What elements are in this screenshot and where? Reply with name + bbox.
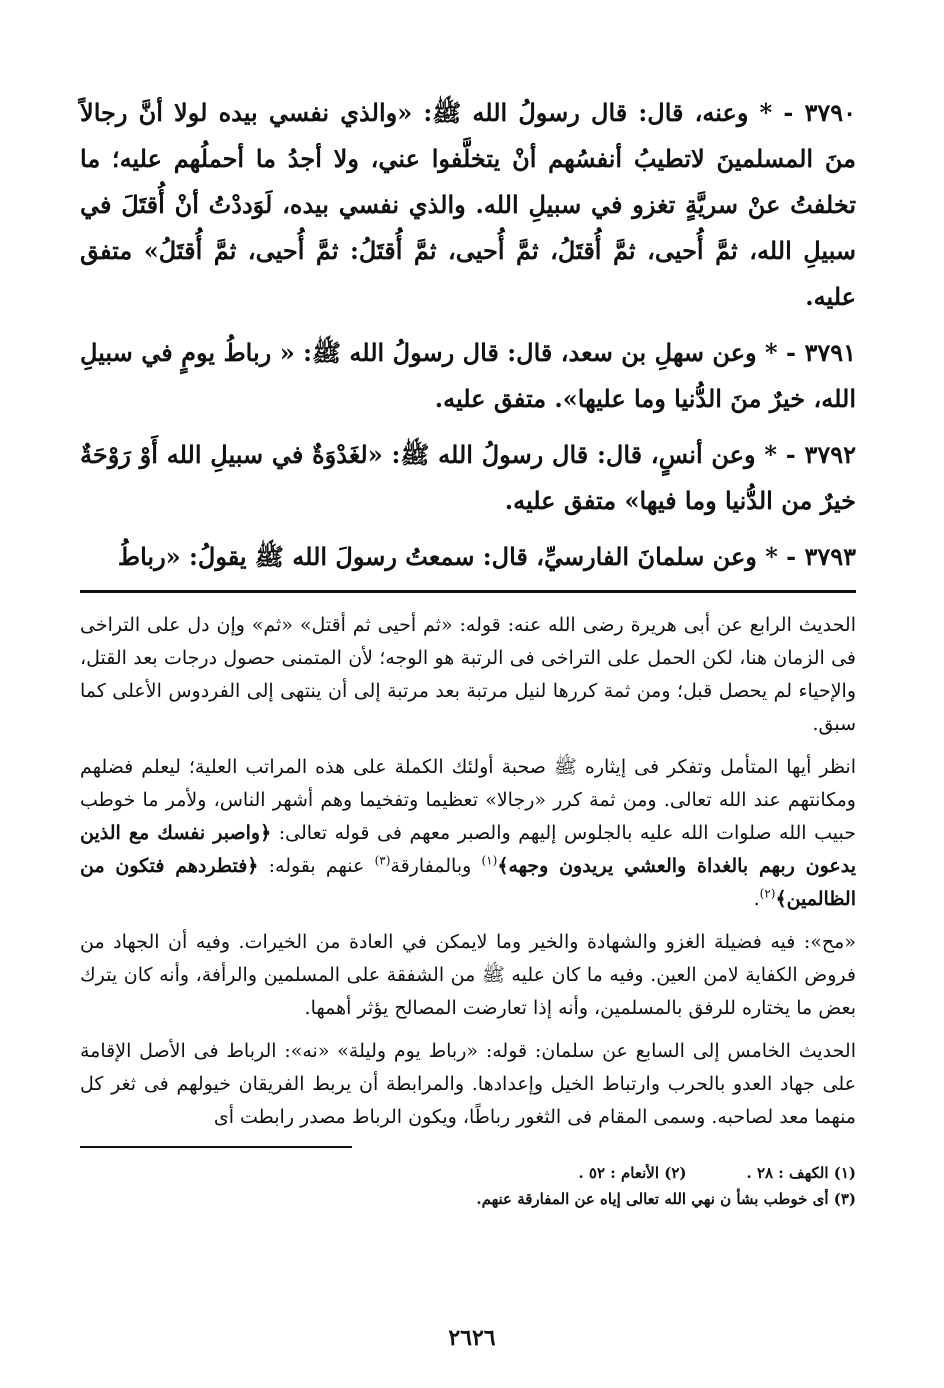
footnotes-row xyxy=(80,1160,856,1186)
quran-quote: ﴿فتطردهم فتكون من الظالمين﴾ xyxy=(80,855,856,910)
footnote-1: (١) الكهف : ٢٨ . xyxy=(746,1164,856,1182)
hadith-number: ٣٧٩٢ xyxy=(804,440,857,469)
section-divider xyxy=(80,590,856,593)
commentary-paragraph: انظر أيها المتأمل وتفكر فى إيثاره ﷺ صحبة أولئك الكملة على هذه المراتب العلية؛ ليعلم فضلهم ومكانتهم عند الله تعالى. ومن ثمة كرر «رجالا» تعظيما وتفخيما وهم أشهر الناس، ولأمر ما خوطب حبيب الله صلوات الله عليه بالجلوس إليهم والصبر معهم فى قوله تعالى: ﴿واصبر نفسك مع الذين يدعون ربهم بالغداة والعشي يريدون وجهه﴾$^{(١)}$ وبالمفارقة$^{(٣)}$ عنهم بقوله: ﴿فتطردهم فتكون من الظالمين﴾$^{(٢)}$. xyxy=(80,756,857,910)
asterisk-icon: * xyxy=(756,338,778,367)
commentary-paragraph: الحديث الخامس إلى السابع عن سلمان: قوله: «رباط يوم وليلة» «نه»: الرباط فى الأصل الإقامة على جهاد العدو بالحرب وارتباط الخيل وإعدادها. والمرابطة أن يربط الفريقان خيولهم فى ثغر كل منهما معد لصاحبه. وسمى المقام فى الثغور رباطًا، ويكون الرباط مصدر رابطت أى xyxy=(80,1040,856,1128)
commentary-paragraph: الحديث الرابع عن أبى هريرة رضى الله عنه: قوله: «ثم أحيى ثم أقتل» «ثم» وإن دل على التراخى فى الزمان هنا، لكن الحمل على التراخى فى الرتبة هو الوجه؛ لأن المتمنى حصول درجات بعد القتل، والإحياء لم يحصل قبل؛ ومن ثمة كررها لنيل مرتبة بعد مرتبة إلى أن ينتهى إلى الفردوس الأعلى كما سبق. xyxy=(80,614,856,735)
footnote-divider xyxy=(80,1146,352,1148)
quran-quote: ﴿واصبر نفسك مع الذين يدعون ربهم بالغداة والعشي يريدون وجهه﴾ xyxy=(80,822,857,877)
hadith-3792: ٣٧٩٢ - * وعن أنسٍ، قال: قال رسولُ الله ﷺ: «لغَدْوَةٌ في سبيلِ الله أَوْ رَوْحَةٌ خيرٌ من الدُّنيا وما فيها» متفق عليه. xyxy=(80,440,857,515)
footnote-ref: (٣) xyxy=(374,853,391,868)
hadith-3791: ٣٧٩١ - * وعن سهلِ بن سعد، قال: قال رسولُ الله ﷺ: « رباطُ يومٍ في سبيلِ الله، خيرٌ منَ الدُّنيا وما عليها». متفق عليه. xyxy=(80,338,857,413)
hadith-number: ٣٧٩٣ xyxy=(804,542,856,571)
footnote-3: (٣) أى خوطب بشأ ن نهي الله تعالى إياه عن المفارقة عنهم. xyxy=(476,1190,856,1208)
commentary-paragraph: «مح»: فيه فضيلة الغزو والشهادة والخير وما لايمكن في العادة من الخيرات. وفيه أن الجهاد من فروض الكفاية لامن العين. وفيه ما كان عليه ﷺ من الشفقة على المسلمين والرأفة، وأنه كان يترك بعض ما يختاره للرفق بالمسلمين، وأنه إذا تعارضت المصالح يؤثر أهمها. xyxy=(80,931,856,1019)
asterisk-icon: * xyxy=(748,98,773,127)
hadith-number: ٣٧٩٠ xyxy=(804,98,857,127)
page-number: ٢٦٢٦ xyxy=(448,1325,496,1351)
footnote-ref: (١) xyxy=(481,853,498,868)
footnote-ref: (٢) xyxy=(759,886,776,901)
hadith-text: وعن أنسٍ، قال: قال رسولُ الله ﷺ: «لغَدْوَةٌ في سبيلِ الله أَوْ رَوْحَةٌ خيرٌ من الدُّنيا وما فيها» متفق عليه. xyxy=(80,440,856,515)
hadith-number: ٣٧٩١ xyxy=(804,338,857,367)
hadith-3790: ٣٧٩٠ - * وعنه، قال: قال رسولُ الله ﷺ: «والذي نفسي بيده لولا أنَّ رجالاً منَ المسلمينَ لاتطيبُ أنفسُهم أنْ يتخلَّفوا عني، ولا أجدُ ما أحملُهم عليه؛ ما تخلفتُ عنْ سريَّةٍ تغزو في سبيلِ الله. والذي نفسي بيده، لَوَددْتُ أنْ أُقتَلَ في سبيلِ الله، ثمَّ أُحيى، ثمَّ أُقتَلُ، ثمَّ أُحيى، ثمَّ أُقتَلُ: ثمَّ أُحيى، ثمَّ أُقتَلُ» متفق عليه. xyxy=(80,98,857,311)
hadith-3793: ٣٧٩٣ - * وعن سلمانَ الفارسيِّ، قال: سمعتُ رسولَ الله ﷺ يقولُ: «رباطُ xyxy=(117,542,856,571)
page-body xyxy=(80,90,856,1212)
hadith-text: وعنه، قال: قال رسولُ الله ﷺ: «والذي نفسي بيده لولا أنَّ رجالاً منَ المسلمينَ لاتطيبُ أنفسُهم أنْ يتخلَّفوا عني، ولا أجدُ ما أحملُهم عليه؛ ما تخلفتُ عنْ سريَّةٍ تغزو في سبيلِ الله. والذي نفسي بيده، لَوَددْتُ أنْ أُقتَلَ في سبيلِ الله، ثمَّ أُحيى، ثمَّ أُقتَلُ، ثمَّ أُحيى، ثمَّ أُقتَلُ: ثمَّ أُحيى، ثمَّ أُقتَلُ» متفق عليه. xyxy=(80,98,857,311)
hadith-text: وعن سهلِ بن سعد، قال: قال رسولُ الله ﷺ: « رباطُ يومٍ في سبيلِ الله، خيرٌ منَ الدُّنيا وما عليها». متفق عليه. xyxy=(80,338,856,413)
hadith-text: وعن سلمانَ الفارسيِّ، قال: سمعتُ رسولَ الله ﷺ يقولُ: «رباطُ xyxy=(117,542,757,571)
footnote-2: (٢) الأنعام : ٥٢ . xyxy=(578,1164,687,1182)
asterisk-icon: * xyxy=(756,542,778,571)
asterisk-icon: * xyxy=(755,440,777,469)
